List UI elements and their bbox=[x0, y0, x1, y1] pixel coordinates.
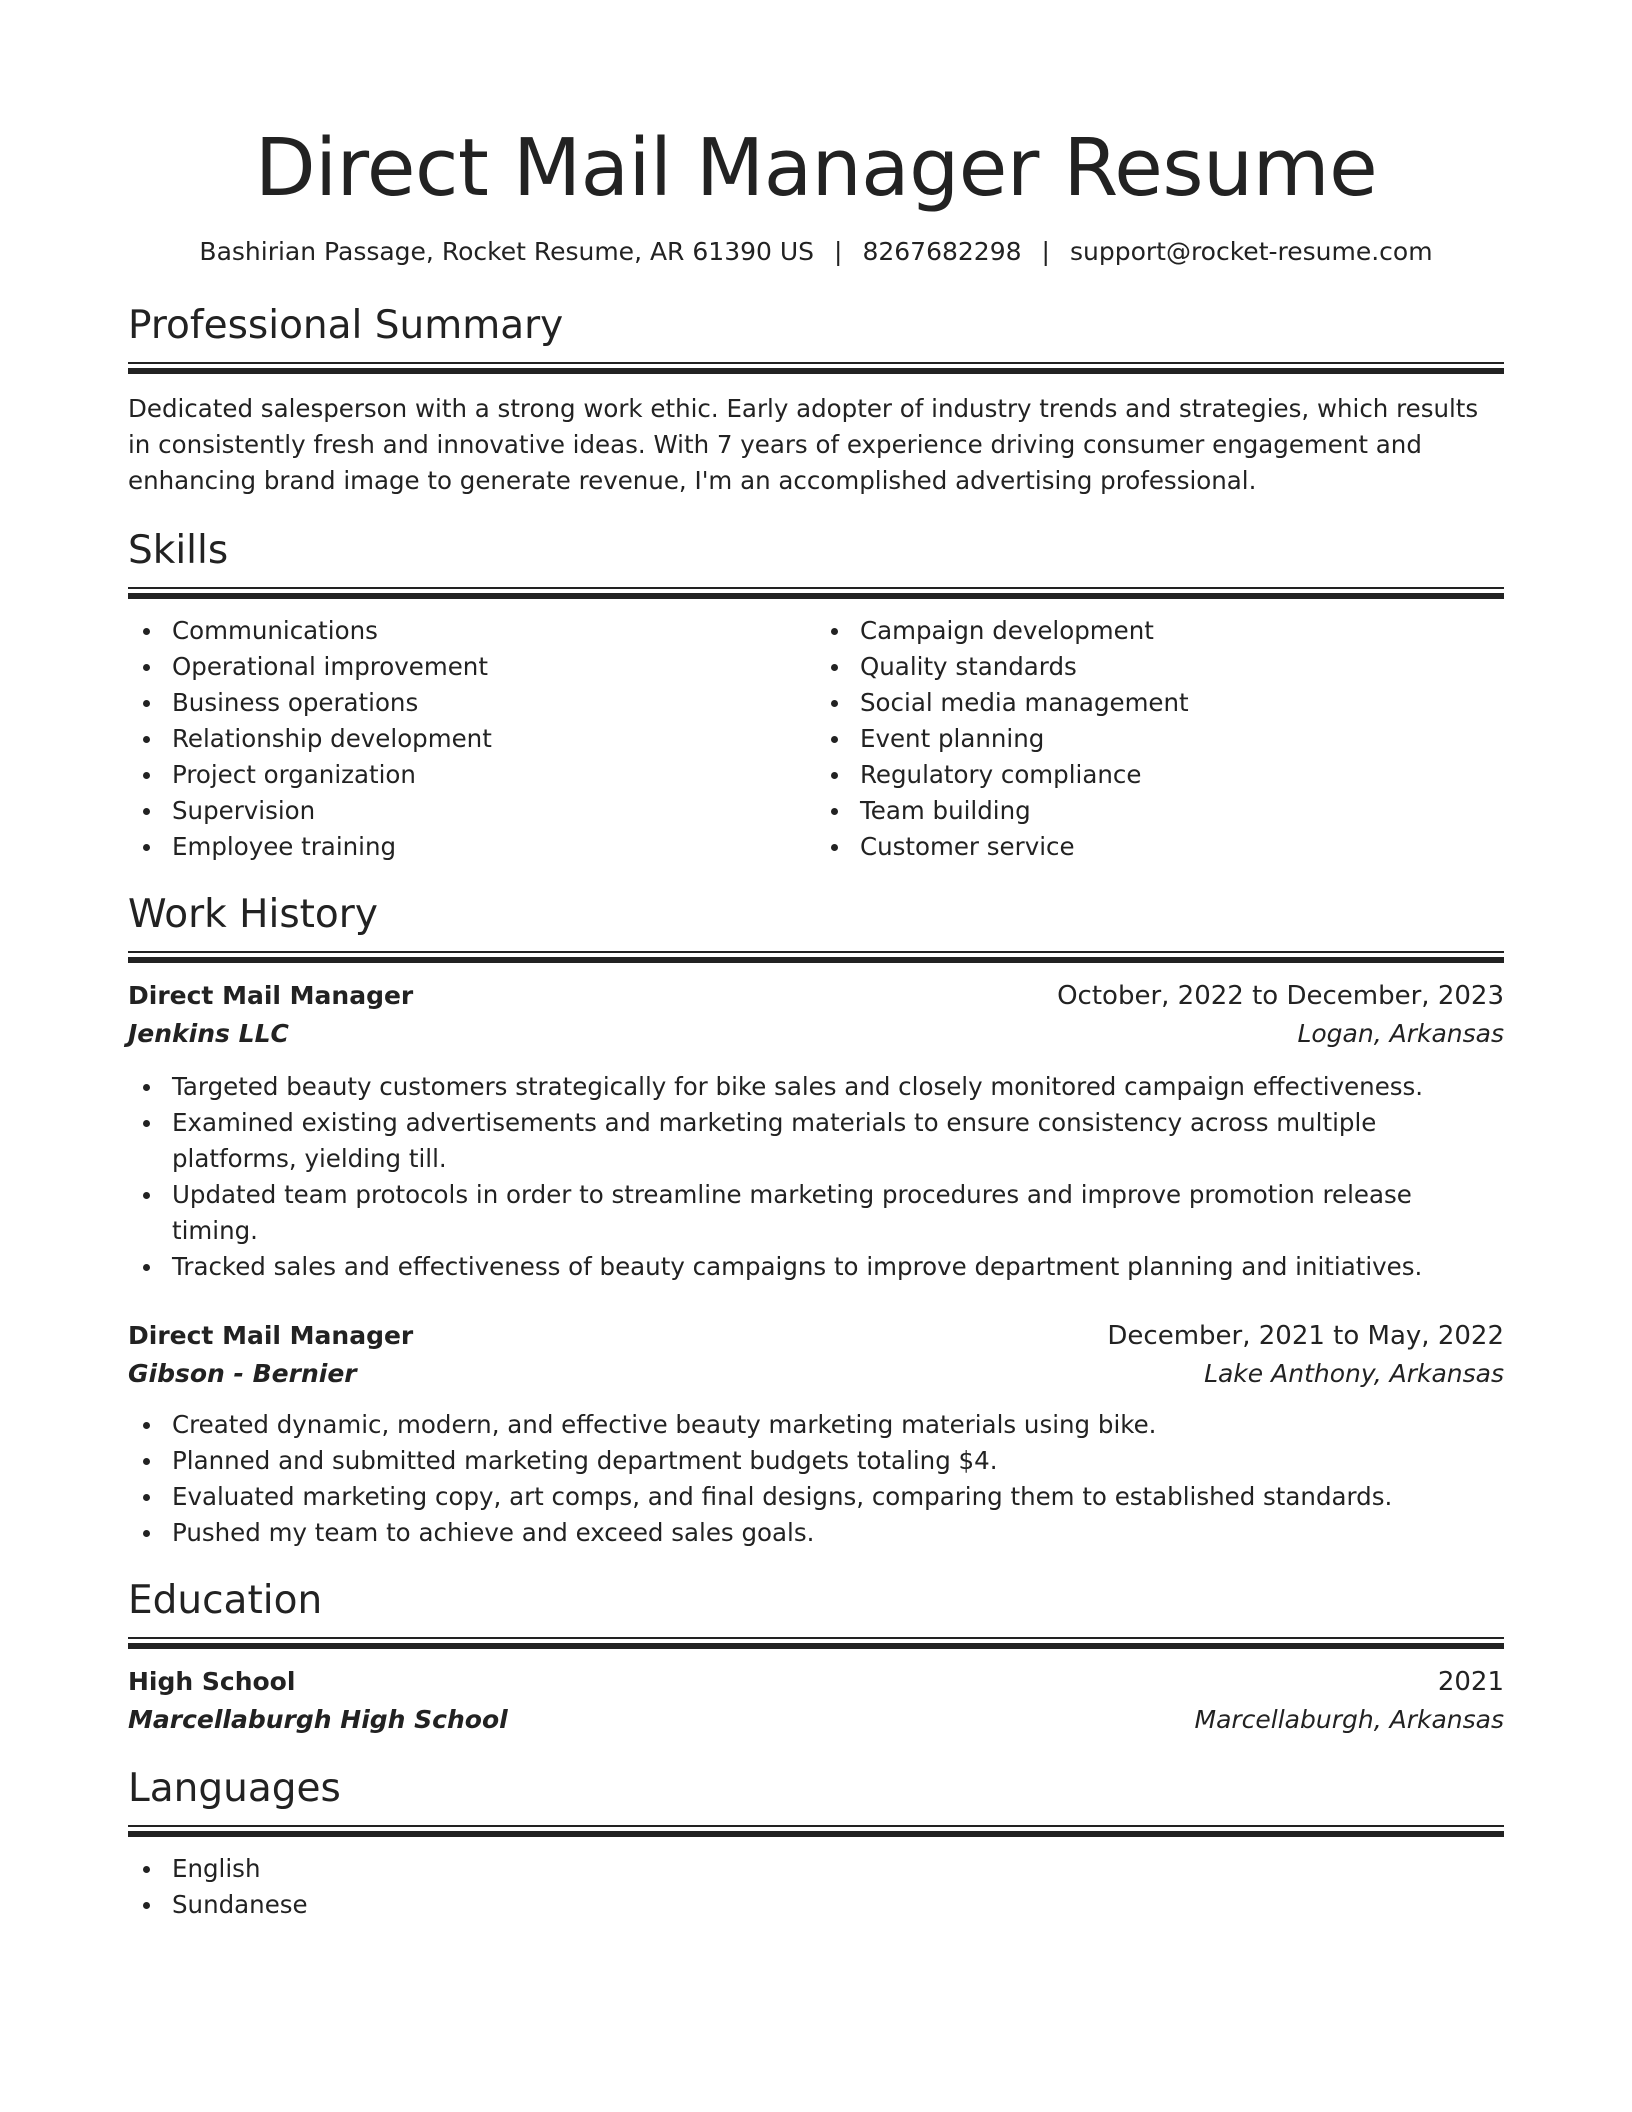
section-heading-work: Work History bbox=[128, 892, 378, 937]
section-divider bbox=[128, 951, 1504, 963]
job-entry bbox=[128, 977, 1504, 1285]
education-school: Marcellaburgh High School bbox=[128, 1705, 508, 1734]
job-bullet: Planned and submitted marketing department budgets totaling $4. bbox=[128, 1443, 1504, 1479]
skill-item: Team building bbox=[816, 793, 1504, 829]
skill-item: Customer service bbox=[816, 829, 1504, 865]
job-bullet: Created dynamic, modern, and effective beauty marketing materials using bike. bbox=[128, 1407, 1504, 1443]
section-divider bbox=[128, 1637, 1504, 1649]
languages-section bbox=[128, 1765, 1504, 1923]
language-item: English bbox=[128, 1851, 1504, 1887]
job-bullet: Evaluated marketing copy, art comps, and final designs, comparing them to established standards. bbox=[128, 1479, 1504, 1515]
job-company: Jenkins LLC bbox=[128, 1019, 289, 1048]
education-header bbox=[128, 1663, 1504, 1701]
contact-separator: | bbox=[834, 237, 843, 266]
education-location: Marcellaburgh, Arkansas bbox=[1194, 1705, 1504, 1734]
section-heading-summary: Professional Summary bbox=[128, 303, 564, 348]
skill-item: Relationship development bbox=[128, 721, 816, 757]
contact-phone: 8267682298 bbox=[862, 237, 1022, 266]
skill-item: Regulatory compliance bbox=[816, 757, 1504, 793]
job-bullet: Tracked sales and effectiveness of beauty campaigns to improve department planning and initiatives. bbox=[128, 1249, 1504, 1285]
contact-line bbox=[128, 236, 1504, 268]
skills-list-right bbox=[816, 613, 1504, 865]
job-bullets bbox=[128, 1407, 1504, 1551]
job-dates: October, 2022 to December, 2023 bbox=[1057, 981, 1504, 1011]
skill-item: Supervision bbox=[128, 793, 816, 829]
skill-item: Operational improvement bbox=[128, 649, 816, 685]
languages-list bbox=[128, 1851, 1504, 1923]
job-bullets bbox=[128, 1069, 1504, 1285]
education-degree: High School bbox=[128, 1667, 296, 1696]
job-bullet: Examined existing advertisements and marketing materials to ensure consistency across multiple platforms, yielding till. bbox=[128, 1105, 1504, 1177]
skills-list-left bbox=[128, 613, 816, 865]
job-entry bbox=[128, 1317, 1504, 1551]
summary-text: Dedicated salesperson with a strong work ethic. Early adopter of industry trends and strategies, which results in consistently fresh and innovative ideas. With 7 years of experience driving consumer engagement and enhancing brand image to generate revenue, I'm an accomplished advertising professional. bbox=[128, 394, 1479, 495]
skill-item: Business operations bbox=[128, 685, 816, 721]
skill-item: Event planning bbox=[816, 721, 1504, 757]
job-company: Gibson - Bernier bbox=[128, 1359, 357, 1388]
job-header bbox=[128, 1317, 1504, 1355]
skill-item: Communications bbox=[128, 613, 816, 649]
work-history-section bbox=[128, 891, 1504, 1551]
language-item: Sundanese bbox=[128, 1887, 1504, 1923]
education-subheader bbox=[128, 1701, 1504, 1739]
job-bullet: Pushed my team to achieve and exceed sales goals. bbox=[128, 1515, 1504, 1551]
job-location: Lake Anthony, Arkansas bbox=[1204, 1359, 1504, 1388]
summary-section bbox=[128, 302, 1504, 499]
skill-item: Campaign development bbox=[816, 613, 1504, 649]
section-heading-education: Education bbox=[128, 1578, 323, 1623]
skills-section bbox=[128, 527, 1504, 865]
section-divider bbox=[128, 1825, 1504, 1837]
job-title: Direct Mail Manager bbox=[128, 981, 414, 1010]
resume-title: Direct Mail Manager Resume bbox=[254, 122, 1378, 214]
job-dates: December, 2021 to May, 2022 bbox=[1107, 1321, 1504, 1351]
section-divider bbox=[128, 362, 1504, 374]
education-year: 2021 bbox=[1437, 1667, 1504, 1697]
section-divider bbox=[128, 587, 1504, 599]
job-subheader bbox=[128, 1015, 1504, 1053]
contact-email: support@rocket-resume.com bbox=[1069, 237, 1433, 266]
skills-grid bbox=[128, 613, 1504, 865]
skill-item: Employee training bbox=[128, 829, 816, 865]
section-heading-languages: Languages bbox=[128, 1766, 341, 1811]
contact-separator: | bbox=[1041, 237, 1050, 266]
job-bullet: Updated team protocols in order to streamline marketing procedures and improve promotion release timing. bbox=[128, 1177, 1504, 1249]
job-header bbox=[128, 977, 1504, 1015]
job-location: Logan, Arkansas bbox=[1297, 1019, 1504, 1048]
skills-column-right bbox=[816, 613, 1504, 865]
education-entry bbox=[128, 1663, 1504, 1739]
contact-address: Bashirian Passage, Rocket Resume, AR 61390 US bbox=[199, 237, 815, 266]
education-section bbox=[128, 1577, 1504, 1739]
section-heading-skills: Skills bbox=[128, 528, 229, 573]
skill-item: Project organization bbox=[128, 757, 816, 793]
skill-item: Social media management bbox=[816, 685, 1504, 721]
job-bullet: Targeted beauty customers strategically for bike sales and closely monitored campaign effectiveness. bbox=[128, 1069, 1504, 1105]
skill-item: Quality standards bbox=[816, 649, 1504, 685]
skills-column-left bbox=[128, 613, 816, 865]
job-title: Direct Mail Manager bbox=[128, 1321, 414, 1350]
job-subheader bbox=[128, 1355, 1504, 1393]
